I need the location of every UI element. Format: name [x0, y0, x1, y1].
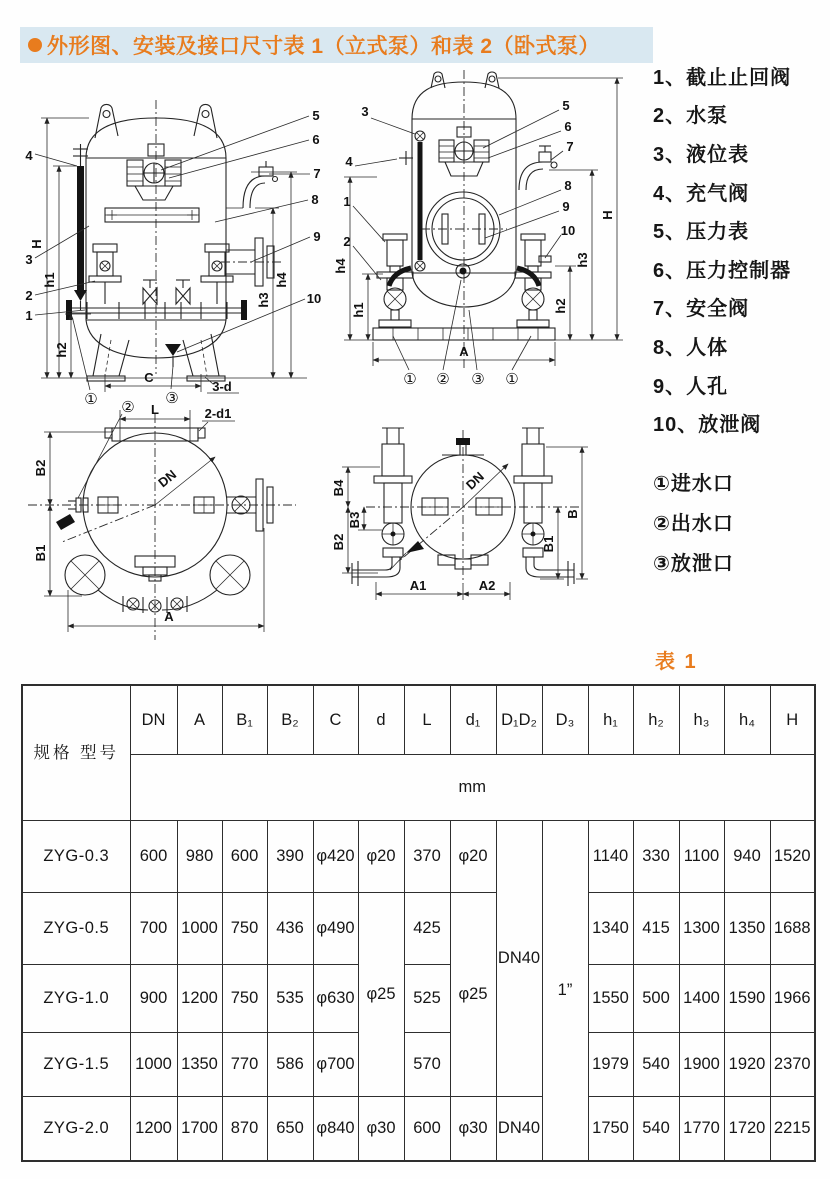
cell-b1: 750: [222, 892, 267, 964]
dimension-lines: [333, 78, 623, 366]
cell-dn: 600: [130, 820, 177, 892]
cell-h2: 540: [633, 1096, 679, 1161]
cell-d1d2-merged: DN40: [496, 820, 542, 1096]
drawing-plan-view-vertical: [12, 398, 327, 648]
cell-d: φ30: [358, 1096, 404, 1161]
model-cell: ZYG-0.5: [22, 892, 130, 964]
col-header-B1: B₁: [222, 685, 267, 754]
cell-h: 1688: [770, 892, 815, 964]
level-gauge: [415, 131, 425, 271]
col-header-h2: h₂: [633, 685, 679, 754]
legend-item: 10、放泄阀: [653, 414, 762, 437]
callout-6: 6: [564, 119, 572, 134]
callout-2: 2: [343, 234, 351, 249]
callout-4: 4: [25, 148, 33, 163]
table-row: [22, 1032, 815, 1096]
cell-h1: 1340: [588, 892, 633, 964]
cell-l: 570: [404, 1032, 450, 1096]
cell-h: 2370: [770, 1032, 815, 1096]
cell-l: 370: [404, 820, 450, 892]
legend-item: 1、截止止回阀: [653, 66, 792, 89]
cell-h1: 1550: [588, 964, 633, 1032]
cell-h4: 1350: [724, 892, 770, 964]
drawing-plan-view-horizontal: [330, 422, 645, 647]
model-cell: ZYG-2.0: [22, 1096, 130, 1161]
cell-h2: 330: [633, 820, 679, 892]
callout-10: 10: [306, 291, 322, 306]
manifold-valves: [66, 280, 247, 320]
dim-label-C: C: [144, 370, 154, 385]
callout-4: 4: [345, 154, 353, 169]
cell-h3: 1770: [679, 1096, 724, 1161]
cell-b2: 535: [267, 964, 313, 1032]
col-header-d: d: [358, 685, 404, 754]
callout-9: 9: [313, 229, 321, 244]
col-header-A: A: [177, 685, 222, 754]
cell-h3: 1400: [679, 964, 724, 1032]
dim-label-A1: A1: [409, 578, 427, 593]
cell-h1: 1750: [588, 1096, 633, 1161]
cell-h3: 1300: [679, 892, 724, 964]
safety-valve-elbow: [226, 161, 278, 208]
spec-header-cell: 规格 型号: [22, 685, 130, 820]
col-header-B2: B₂: [267, 685, 313, 754]
cell-c: φ840: [313, 1096, 358, 1161]
dim-label-A2: A2: [478, 578, 496, 593]
dim-label-B: B: [565, 509, 580, 519]
dim-label-DN: DN: [462, 468, 487, 493]
cell-h2: 500: [633, 964, 679, 1032]
legend-item: 4、充气阀: [653, 182, 750, 205]
cell-b1: 770: [222, 1032, 267, 1096]
cell-h: 1520: [770, 820, 815, 892]
table-row: [22, 964, 815, 1032]
cell-c: φ420: [313, 820, 358, 892]
cell-h3: 1100: [679, 820, 724, 892]
callout-1: 1: [343, 194, 351, 209]
dim-label-A: A: [459, 344, 469, 359]
cell-h1: 1140: [588, 820, 633, 892]
dim-label-H: H: [600, 210, 615, 220]
dim-label-2d1: 2-d1: [204, 406, 232, 421]
model-cell: ZYG-1.5: [22, 1032, 130, 1096]
cell-b2: 436: [267, 892, 313, 964]
port-legend-item: ②出水口: [653, 512, 734, 535]
bullet-icon: [28, 38, 42, 52]
callout-3: 3: [25, 252, 33, 267]
cell-c: φ630: [313, 964, 358, 1032]
model-cell: ZYG-0.3: [22, 820, 130, 892]
parts-legend: [653, 56, 830, 442]
dim-label-B2: B2: [331, 533, 346, 551]
cell-b2: 650: [267, 1096, 313, 1161]
dim-label-h3: h3: [575, 252, 590, 268]
cell-h4: 1590: [724, 964, 770, 1032]
port-3-drain: ③: [471, 371, 485, 388]
col-header-h1: h₁: [588, 685, 633, 754]
cell-h2: 415: [633, 892, 679, 964]
cell-dn: 1000: [130, 1032, 177, 1096]
dim-label-h3: h3: [256, 292, 271, 308]
dim-label-B1: B1: [541, 535, 556, 553]
section-title: 外形图、安装及接口尺寸表 1（立式泵）和表 2（卧式泵）: [47, 35, 601, 58]
col-header-h3: h₃: [679, 685, 724, 754]
col-header-D1D2: D₁D₂: [496, 685, 542, 754]
section-title-bar: [20, 27, 653, 63]
port-3-drain: ③: [165, 390, 179, 407]
cell-h2: 540: [633, 1032, 679, 1096]
drain-arrow: [390, 507, 463, 570]
cell-h: 1966: [770, 964, 815, 1032]
cell-b1: 870: [222, 1096, 267, 1161]
cell-b2: 586: [267, 1032, 313, 1096]
cell-d1-merged: φ25: [450, 892, 496, 1096]
legend-item: 2、水泵: [653, 105, 729, 128]
table-row: [22, 892, 815, 964]
right-pump: [515, 234, 551, 327]
port-1-inlet: ①: [84, 391, 98, 408]
port-1b-inlet: ①: [505, 371, 519, 388]
table-caption: 表 1: [655, 651, 698, 673]
side-risers: [89, 244, 233, 304]
callout-1: 1: [25, 308, 33, 323]
dim-label-B3: B3: [347, 511, 362, 529]
cell-h4: 1920: [724, 1032, 770, 1096]
dimension-table: [21, 684, 816, 1162]
drawing-vertical-pump-front-view: [15, 74, 330, 409]
col-header-D3: D₃: [542, 685, 588, 754]
bottom-flanges: [65, 555, 250, 613]
callout-8: 8: [311, 192, 319, 207]
table-row: [22, 1096, 815, 1161]
dim-label-h4: h4: [333, 258, 348, 274]
cell-d3-merged: 1”: [542, 820, 588, 1161]
cell-h4: 940: [724, 820, 770, 892]
unit-cell: mm: [130, 754, 815, 820]
support-plate: [105, 208, 199, 222]
cell-d-merged: φ25: [358, 892, 404, 1096]
cell-dn: 900: [130, 964, 177, 1032]
callout-7: 7: [313, 166, 321, 181]
dim-label-A: A: [164, 609, 174, 624]
dim-label-h2: h2: [553, 298, 568, 314]
base-frame: [344, 328, 623, 340]
left-pump: [377, 234, 413, 327]
cell-h4: 1720: [724, 1096, 770, 1161]
dim-label-B1: B1: [33, 544, 48, 562]
cell-h1: 1979: [588, 1032, 633, 1096]
cell-h: 2215: [770, 1096, 815, 1161]
legend-item: 9、人孔: [653, 375, 729, 398]
dim-label-B4: B4: [331, 479, 346, 497]
cell-l: 525: [404, 964, 450, 1032]
cell-a: 1700: [177, 1096, 222, 1161]
dim-label-DN: DN: [155, 466, 180, 491]
cell-a: 1000: [177, 892, 222, 964]
port-legend-item: ①进水口: [653, 472, 734, 495]
cell-h3: 1900: [679, 1032, 724, 1096]
cell-d: φ20: [358, 820, 404, 892]
col-header-DN: DN: [130, 685, 177, 754]
legend-item: 5、压力表: [653, 221, 750, 244]
callout-5: 5: [312, 108, 320, 123]
dim-label-h1: h1: [351, 302, 366, 318]
col-header-C: C: [313, 685, 358, 754]
cell-d1d2: DN40: [496, 1096, 542, 1161]
cell-d1: φ20: [450, 820, 496, 892]
dim-label-h1: h1: [42, 272, 57, 288]
port-legend-item: ③放泄口: [653, 552, 734, 575]
port-2-outlet: ②: [436, 371, 450, 388]
cell-a: 980: [177, 820, 222, 892]
legend-item: 7、安全阀: [653, 298, 750, 321]
dim-label-B2: B2: [33, 459, 48, 477]
cell-d1: φ30: [450, 1096, 496, 1161]
cell-b2: 390: [267, 820, 313, 892]
dim-label-h2: h2: [54, 342, 69, 358]
legend-item: 8、人体: [653, 336, 729, 359]
safety-valve-elbow: [519, 146, 557, 190]
callout-6: 6: [312, 132, 320, 147]
cell-b1: 600: [222, 820, 267, 892]
col-header-d1: d₁: [450, 685, 496, 754]
cell-dn: 1200: [130, 1096, 177, 1161]
col-header-h4: h₄: [724, 685, 770, 754]
callout-9: 9: [562, 199, 570, 214]
callout-8: 8: [564, 178, 572, 193]
cell-b1: 750: [222, 964, 267, 1032]
dim-label-h4: h4: [274, 272, 289, 288]
callout-7: 7: [566, 139, 574, 154]
dim-label-3d: 3-d: [212, 379, 232, 394]
legend-item: 3、液位表: [653, 143, 750, 166]
ports-legend: [653, 461, 830, 581]
dimension-lines: [29, 118, 297, 394]
charge-valve: [399, 151, 413, 165]
cell-c: φ490: [313, 892, 358, 964]
table-row: [22, 820, 815, 892]
callout-5: 5: [562, 98, 570, 113]
col-header-L: L: [404, 685, 450, 754]
port-1-inlet: ①: [403, 371, 417, 388]
cell-dn: 700: [130, 892, 177, 964]
port-2-outlet: ②: [121, 399, 135, 416]
model-cell: ZYG-1.0: [22, 964, 130, 1032]
dim-label-H: H: [29, 239, 44, 249]
vessel-outline: [86, 100, 226, 374]
cell-a: 1200: [177, 964, 222, 1032]
cell-c: φ700: [313, 1032, 358, 1096]
col-header-H: H: [770, 685, 815, 754]
callout-2: 2: [25, 288, 33, 303]
callout-10: 10: [560, 223, 576, 238]
legend-item: 6、压力控制器: [653, 259, 792, 282]
cell-l: 600: [404, 1096, 450, 1161]
drawing-vertical-pump-manhole-view: [333, 70, 648, 410]
cell-l: 425: [404, 892, 450, 964]
dim-label-L: L: [151, 402, 159, 417]
callout-3: 3: [361, 104, 369, 119]
pump-unit: [127, 144, 181, 200]
cell-a: 1350: [177, 1032, 222, 1096]
bottom-drain: [165, 344, 181, 367]
